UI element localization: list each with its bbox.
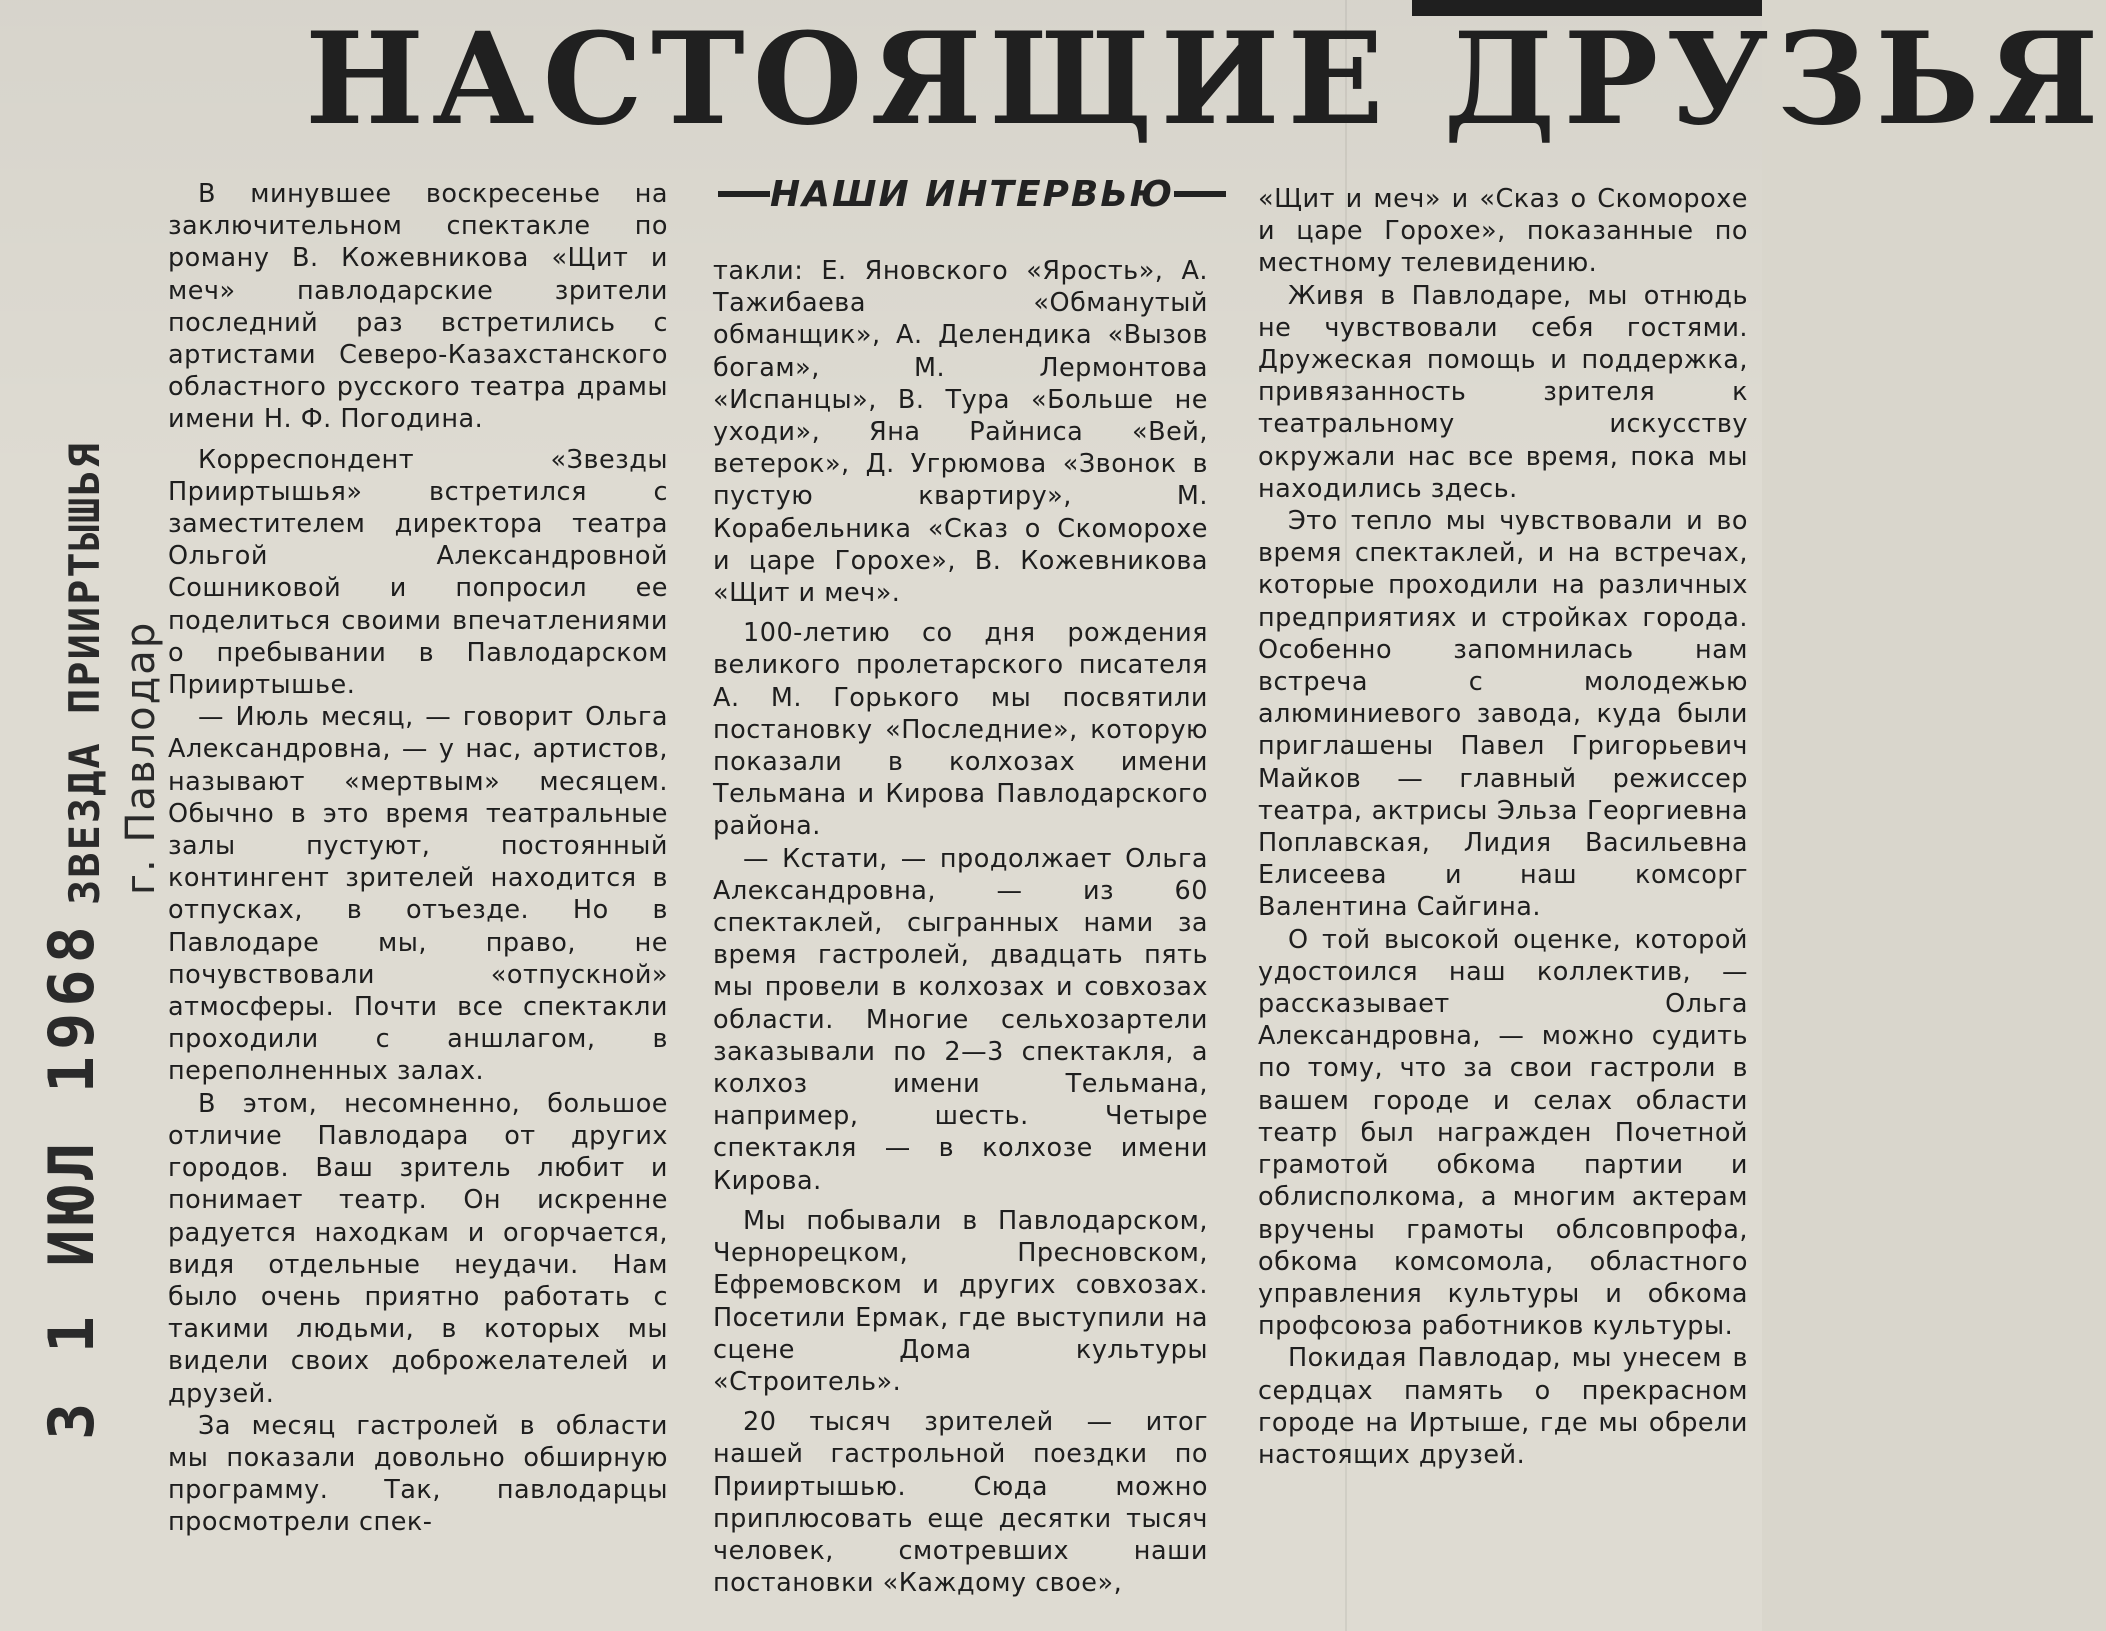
paragraph: — Июль месяц, — говорит Ольга Александровна, — у нас, артистов, называют «мертвым» месяцем. Обычно в это время театральные залы пустуют, постоянный контингент зрителей находится в отпусках, в отъезде. Но в Павлодаре мы, право, не почувствовали «отпускной» атмосферы. Почти все спектакли проходили с аншлагом, в переполненных залах. xyxy=(168,702,668,1087)
headline: НАСТОЯЩИЕ ДРУЗЬЯ xyxy=(305,5,2106,153)
paragraph: Мы побывали в Павлодарском, Чернорецком, Пресновском, Ефремовском и других совхозах. Посетили Ермак, где выступили на сцене Дома культуры «Строитель». xyxy=(713,1205,1208,1397)
paragraph: О той высокой оценке, которой удостоился наш коллектив, — рассказывает Ольга Александровна, — можно судить по тому, что за свои гастроли в вашем городе и селах области театр был награжден Почетной грамотой обкома партии и облисполкома, а многим актерам вручены грамоты облсовпрофа, обкома комсомола, областного управления культуры и обкома профсоюза работников культуры. xyxy=(1258,924,1748,1342)
stamp-newspaper: ЗВЕЗДА ПРИИРТЫШЬЯ xyxy=(60,441,109,905)
paragraph: «Щит и меч» и «Сказ о Скоморохе и царе Горохе», показанные по местному телевидению. xyxy=(1258,184,1748,279)
paragraph: За месяц гастролей в области мы показали довольно обширную программу. Так, павлодарцы просмотрели спек- xyxy=(168,1410,668,1538)
paragraph: 100-летию со дня рождения великого пролетарского писателя А. М. Горького мы посвятили постановку «Последние», которую показали в колхозах имени Тельмана и Кирова Павлодарского района. xyxy=(713,618,1208,842)
paragraph: 20 тысяч зрителей — итог нашей гастрольной поездки по Прииртышью. Сюда можно приплюсовать еще десятки тысяч человек, смотревших наши постановки «Каждому свое», xyxy=(713,1407,1208,1599)
rubric xyxy=(718,172,1213,216)
rubric-label: НАШИ ИНТЕРВЬЮ xyxy=(770,173,1175,215)
article-column-3 xyxy=(1258,183,1748,1471)
paragraph: Живя в Павлодаре, мы отнюдь не чувствовали себя гостями. Дружеская помощь и поддержка, привязанность зрителя к театральному искусству окружали нас все время, пока мы находились здесь. xyxy=(1258,280,1748,504)
rubric-dash-left xyxy=(718,191,770,197)
stamp-city: г. Павлодар xyxy=(118,620,164,895)
paragraph: В этом, несомненно, большое отличие Павлодара от других городов. Ваш зритель любит и понимает театр. Он искренне радуется находкам и огорчается, видя отдельные неудачи. Нам было очень приятно работать с такими людьми, в которых мы видели своих доброжелателей и друзей. xyxy=(168,1088,668,1409)
archive-stamp xyxy=(20,440,170,1440)
paragraph: Корреспондент «Звезды Прииртышья» встретился с заместителем директора театра Ольгой Александровной Сошниковой и попросил ее поделиться своими впечатлениями о пребывании в Павлодарском Прииртышье. xyxy=(168,444,668,701)
stamp-date: 3 1 ИЮЛ 1968 xyxy=(35,920,108,1440)
paragraph: В минувшее воскресенье на заключительном спектакле по роману В. Кожевникова «Щит и меч» павлодарские зрители последний раз встретились с артистами Северо-Казахстанского областного русского театра драмы имени Н. Ф. Погодина. xyxy=(168,179,668,435)
article-column-1 xyxy=(168,178,668,1539)
rubric-dash-right xyxy=(1174,191,1226,197)
article-column-2 xyxy=(713,255,1208,1599)
paragraph: такли: Е. Яновского «Ярость», А. Тажибаева «Обманутый обманщик», А. Делендика «Вызов богам», М. Лермонтова «Испанцы», В. Тура «Больше не уходи», Яна Райниса «Вей, ветерок», Д. Угрюмова «Звонок в пустую квартиру», М. Корабельника «Сказ о Скоморохе и царе Горохе», В. Кожевникова «Щит и меч». xyxy=(713,256,1208,609)
paragraph: Это тепло мы чувствовали и во время спектаклей, и на встречах, которые проходили на различных предприятиях и стройках города. Особенно запомнилась нам встреча с молодежью алюминиевого завода, куда были приглашены Павел Григорьевич Майков — главный режиссер театра, актрисы Эльза Георгиевна Поплавская, Лидия Васильевна Елисеева и наш комсорг Валентина Сайгина. xyxy=(1258,506,1748,923)
paragraph: — Кстати, — продолжает Ольга Александровна, — из 60 спектаклей, сыгранных нами за время гастролей, двадцать пять мы провели в колхозах и совхозах области. Многие сельхозартели заказывали по 2—3 спектакля, а колхоз имени Тельмана, например, шесть. Четыре спектакля — в колхозе имени Кирова. xyxy=(713,843,1208,1196)
paragraph: Покидая Павлодар, мы унесем в сердцах память о прекрасном городе на Иртыше, где мы обрели настоящих друзей. xyxy=(1258,1343,1748,1470)
